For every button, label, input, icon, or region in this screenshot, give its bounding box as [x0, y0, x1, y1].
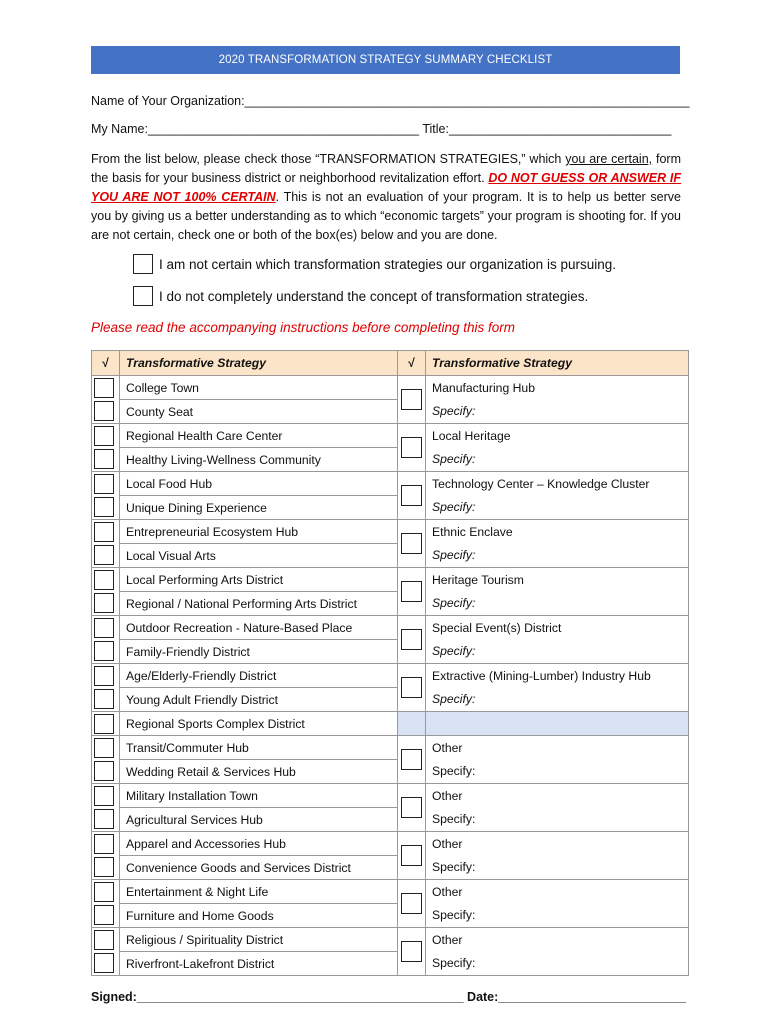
right-check-cell: [398, 544, 426, 568]
strategy-name-right: Specify:: [426, 952, 689, 976]
strategy-name-right: Specify:: [426, 856, 689, 880]
right-check-cell: [398, 472, 426, 496]
table-row: [92, 856, 689, 880]
strategy-name: Regional Health Care Center: [120, 424, 398, 448]
strategy-name: Agricultural Services Hub: [120, 808, 398, 832]
table-row: [92, 712, 689, 736]
left-check-cell: [92, 400, 120, 424]
strategy-checkbox[interactable]: [94, 738, 114, 758]
table-row: [92, 928, 689, 952]
strategy-name: College Town: [120, 376, 398, 400]
right-check-cell: [398, 520, 426, 544]
left-check-cell: [92, 520, 120, 544]
right-check-cell: [398, 400, 426, 424]
table-row: [92, 616, 689, 640]
left-check-cell: [92, 928, 120, 952]
strategy-name: Apparel and Accessories Hub: [120, 832, 398, 856]
right-check-cell: [398, 880, 426, 904]
right-check-cell: [398, 808, 426, 832]
strategy-name-right: Specify:: [426, 688, 689, 712]
left-check-cell: [92, 544, 120, 568]
strategy-name-right: Special Event(s) District: [426, 616, 689, 640]
instructions-paragraph: [91, 150, 681, 245]
strategy-checkbox[interactable]: [94, 786, 114, 806]
right-check-cell: [398, 856, 426, 880]
right-check-cell: [398, 784, 426, 808]
strategy-name-right: Other: [426, 832, 689, 856]
strategy-name: Family-Friendly District: [120, 640, 398, 664]
strategy-name: Regional / National Performing Arts District: [120, 592, 398, 616]
strategy-checkbox[interactable]: [94, 953, 114, 973]
para-text-2: form the basis for your business district or neighborhood revitalization effort.: [91, 152, 681, 185]
strategy-name: Military Installation Town: [120, 784, 398, 808]
left-check-cell: [92, 808, 120, 832]
strategy-name-right: Other: [426, 784, 689, 808]
table-row: [92, 952, 689, 976]
left-check-cell: [92, 760, 120, 784]
left-check-cell: [92, 376, 120, 400]
strategy-name: County Seat: [120, 400, 398, 424]
strategy-checkbox[interactable]: [94, 905, 114, 925]
right-check-cell: [398, 928, 426, 952]
strategy-name-right: Specify:: [426, 400, 689, 424]
left-check-cell: [92, 832, 120, 856]
strategy-name: Local Visual Arts: [120, 544, 398, 568]
strategy-checkbox[interactable]: [94, 761, 114, 781]
strategy-name: Entrepreneurial Ecosystem Hub: [120, 520, 398, 544]
left-check-cell: [92, 616, 120, 640]
table-row: [92, 424, 689, 448]
para-text-1: From the list below, please check those “TRANSFORMATION STRATEGIES,” which: [91, 152, 566, 166]
left-check-cell: [92, 472, 120, 496]
strategy-checkbox[interactable]: [94, 378, 114, 398]
strategy-checkbox[interactable]: [94, 474, 114, 494]
strategy-checkbox[interactable]: [94, 834, 114, 854]
my-name-title-field[interactable]: My Name:_______________________________________ Title:________________________________: [91, 122, 672, 136]
not-certain-checkbox[interactable]: [133, 254, 153, 274]
strategy-checkbox[interactable]: [94, 545, 114, 565]
strategy-name: Convenience Goods and Services District: [120, 856, 398, 880]
strategy-name-right: Other: [426, 880, 689, 904]
strategy-name: Transit/Commuter Hub: [120, 736, 398, 760]
left-check-cell: [92, 856, 120, 880]
not-certain-option: [133, 254, 616, 274]
right-check-cell: [398, 832, 426, 856]
strategy-checkbox[interactable]: [94, 930, 114, 950]
strategy-name-right: Other: [426, 736, 689, 760]
strategy-name: Riverfront-Lakefront District: [120, 952, 398, 976]
strategy-checkbox[interactable]: [94, 593, 114, 613]
strategy-checkbox[interactable]: [94, 497, 114, 517]
left-check-cell: [92, 736, 120, 760]
table-row: [92, 472, 689, 496]
check-header-right: √: [398, 351, 426, 376]
strategy-checkbox[interactable]: [94, 809, 114, 829]
strategy-name-right: Extractive (Mining-Lumber) Industry Hub: [426, 664, 689, 688]
right-check-cell: [398, 424, 426, 448]
strategy-name-right: Technology Center – Knowledge Cluster: [426, 472, 689, 496]
table-row: [92, 736, 689, 760]
left-check-cell: [92, 712, 120, 736]
read-instructions-note: Please read the accompanying instructions before completing this form: [91, 320, 515, 335]
table-row: [92, 808, 689, 832]
table-row: [92, 784, 689, 808]
left-check-cell: [92, 592, 120, 616]
right-check-cell: [398, 712, 426, 736]
strategy-header: Transformative Strategy: [120, 351, 398, 376]
table-row: [92, 760, 689, 784]
right-check-cell: [398, 448, 426, 472]
strategy-checkbox[interactable]: [94, 882, 114, 902]
strategy-name: Local Performing Arts District: [120, 568, 398, 592]
strategy-name: Religious / Spirituality District: [120, 928, 398, 952]
strategy-name-right: Ethnic Enclave: [426, 520, 689, 544]
strategy-checkbox[interactable]: [94, 714, 114, 734]
table-row: [92, 400, 689, 424]
left-check-cell: [92, 496, 120, 520]
left-check-cell: [92, 952, 120, 976]
strategy-checkbox[interactable]: [94, 449, 114, 469]
strategy-header-right: Transformative Strategy: [426, 351, 689, 376]
para-underlined-text: you are certain,: [565, 152, 653, 166]
right-check-cell: [398, 952, 426, 976]
strategy-checkbox[interactable]: [94, 641, 114, 661]
left-check-cell: [92, 640, 120, 664]
strategy-checkbox[interactable]: [94, 689, 114, 709]
table-row: [92, 544, 689, 568]
strategy-name-right: Local Heritage: [426, 424, 689, 448]
strategy-checkbox[interactable]: [94, 857, 114, 877]
left-check-cell: [92, 688, 120, 712]
strategy-name-right: Specify:: [426, 496, 689, 520]
right-check-cell: [398, 904, 426, 928]
right-check-cell: [398, 496, 426, 520]
strategy-checkbox[interactable]: [94, 401, 114, 421]
table-row: [92, 880, 689, 904]
right-check-cell: [398, 568, 426, 592]
para-text-3: . This is not an evaluation of your program. It is to help us better serve you by giving us a better understanding as to which “economic targets” your program is shooting for. If you are not certain, check one or both of the box(es) below and you are done.: [91, 190, 681, 242]
warning-text: DO NOT GUESS OR ANSWER IF YOU ARE NOT 100% CERTAIN: [91, 171, 681, 204]
strategy-name: Entertainment & Night Life: [120, 880, 398, 904]
strategy-checkbox[interactable]: [94, 570, 114, 590]
right-check-cell: [398, 664, 426, 688]
left-check-cell: [92, 664, 120, 688]
table-row: [92, 640, 689, 664]
right-check-cell: [398, 736, 426, 760]
strategy-name: Healthy Living-Wellness Community: [120, 448, 398, 472]
left-check-cell: [92, 448, 120, 472]
strategy-name-right: Manufacturing Hub: [426, 376, 689, 400]
strategy-name-right: Specify:: [426, 904, 689, 928]
strategy-name-right: Specify:: [426, 760, 689, 784]
strategy-checkbox[interactable]: [94, 618, 114, 638]
not-certain-label: I am not certain which transformation strategies our organization is pursuing.: [159, 256, 616, 272]
strategy-checkbox[interactable]: [94, 522, 114, 542]
strategy-checkbox[interactable]: [94, 426, 114, 446]
strategy-name: Age/Elderly-Friendly District: [120, 664, 398, 688]
table-row: [92, 376, 689, 400]
signature-date-line[interactable]: Signed:_______________________________________________ Date:___________________________: [91, 990, 687, 1004]
right-check-cell: [398, 688, 426, 712]
strategy-name-right: Heritage Tourism: [426, 568, 689, 592]
strategy-name-right: Specify:: [426, 640, 689, 664]
strategy-name-right: Specify:: [426, 544, 689, 568]
strategy-name-right: Other: [426, 928, 689, 952]
not-understand-checkbox[interactable]: [133, 286, 153, 306]
strategy-name: Furniture and Home Goods: [120, 904, 398, 928]
table-row: [92, 832, 689, 856]
table-header-row: [92, 351, 689, 376]
strategy-name-right: Specify:: [426, 448, 689, 472]
strategy-name: Wedding Retail & Services Hub: [120, 760, 398, 784]
strategy-name: Young Adult Friendly District: [120, 688, 398, 712]
strategy-name: Local Food Hub: [120, 472, 398, 496]
table-row: [92, 496, 689, 520]
not-understand-label: I do not completely understand the concept of transformation strategies.: [159, 288, 589, 304]
strategy-table: [91, 350, 689, 976]
strategy-name: Unique Dining Experience: [120, 496, 398, 520]
right-check-cell: [398, 640, 426, 664]
not-understand-option: [133, 286, 588, 306]
strategy-name: Regional Sports Complex District: [120, 712, 398, 736]
table-row: [92, 904, 689, 928]
table-row: [92, 568, 689, 592]
organization-name-field[interactable]: Name of Your Organization:________________________________________________________________: [91, 94, 690, 108]
check-header: √: [92, 351, 120, 376]
strategy-checkbox[interactable]: [94, 666, 114, 686]
left-check-cell: [92, 568, 120, 592]
table-row: [92, 592, 689, 616]
table-row: [92, 520, 689, 544]
table-row: [92, 688, 689, 712]
strategy-name-right: [426, 712, 689, 736]
strategy-name: Outdoor Recreation - Nature-Based Place: [120, 616, 398, 640]
left-check-cell: [92, 424, 120, 448]
right-check-cell: [398, 376, 426, 400]
strategy-name-right: Specify:: [426, 808, 689, 832]
right-check-cell: [398, 760, 426, 784]
table-row: [92, 448, 689, 472]
right-check-cell: [398, 616, 426, 640]
form-title-banner: 2020 TRANSFORMATION STRATEGY SUMMARY CHECKLIST: [91, 46, 680, 74]
left-check-cell: [92, 880, 120, 904]
left-check-cell: [92, 784, 120, 808]
right-check-cell: [398, 592, 426, 616]
left-check-cell: [92, 904, 120, 928]
table-row: [92, 664, 689, 688]
strategy-name-right: Specify:: [426, 592, 689, 616]
